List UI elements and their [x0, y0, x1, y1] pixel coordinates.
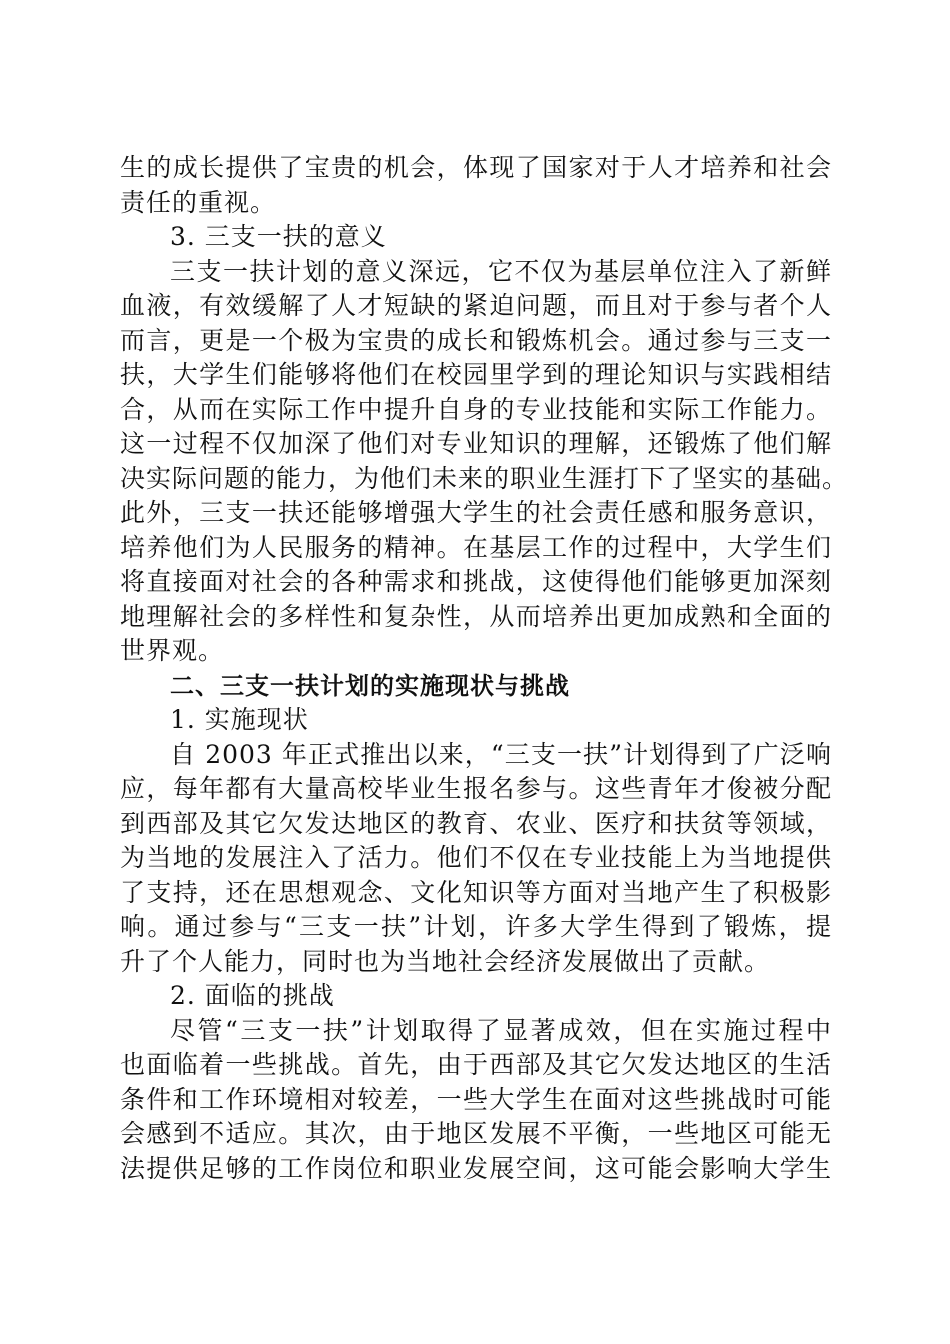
text-line: 而言，更是一个极为宝贵的成长和锻炼机会。通过参与三支一: [120, 325, 832, 355]
text-line: 三支一扶计划的意义深远，它不仅为基层单位注入了新鲜: [170, 256, 832, 286]
text-line: 也面临着一些挑战。首先，由于西部及其它欠发达地区的生活: [120, 1050, 832, 1079]
chapter-heading-status-and-challenges: 二、三支一扶计划的实施现状与挑战: [170, 671, 570, 700]
text-line: 到西部及其它欠发达地区的教育、农业、医疗和扶贫等领域，: [120, 808, 832, 838]
text-line: 将直接面对社会的各种需求和挑战，这使得他们能够更加深刻: [120, 567, 832, 596]
section-heading-challenges: 2. 面临的挑战: [170, 981, 335, 1010]
text-line: 为当地的发展注入了活力。他们不仅在专业技能上为当地提供: [120, 843, 832, 872]
text-line: 自 2003 年正式推出以来，“三支一扶”计划得到了广泛响: [170, 739, 832, 769]
paragraph-continuation: [120, 151, 832, 220]
text-line: 这一过程不仅加深了他们对专业知识的理解，还锻炼了他们解: [120, 429, 832, 458]
text-line: 扶，大学生们能够将他们在校园里学到的理论知识与实践相结: [120, 360, 832, 389]
paragraph-status: [120, 738, 832, 980]
text-line: 应，每年都有大量高校毕业生报名参与。这些青年才俊被分配: [120, 774, 832, 803]
text-line: 升了个人能力，同时也为当地社会经济发展做出了贡献。: [120, 946, 771, 976]
paragraph-challenges: [120, 1014, 832, 1187]
document-page: [120, 151, 849, 1186]
text-line: 地理解社会的多样性和复杂性，从而培养出更加成熟和全面的: [120, 601, 832, 631]
text-line: 合，从而在实际工作中提升自身的专业技能和实际工作能力。: [120, 394, 832, 424]
text-line: 法提供足够的工作岗位和职业发展空间，这可能会影响大学生: [120, 1153, 832, 1183]
text-line: 决实际问题的能力，为他们未来的职业生涯打下了坚实的基础。: [120, 463, 849, 493]
paragraph-significance: [120, 255, 849, 669]
text-line: 责任的重视。: [120, 187, 277, 217]
text-line: 培养他们为人民服务的精神。在基层工作的过程中，大学生们: [120, 532, 832, 562]
section-heading-significance: 3. 三支一扶的意义: [170, 222, 387, 251]
text-line: 此外，三支一扶还能够增强大学生的社会责任感和服务意识，: [120, 498, 832, 527]
text-line: 会感到不适应。其次，由于地区发展不平衡，一些地区可能无: [120, 1119, 832, 1148]
text-line: 响。通过参与“三支一扶”计划，许多大学生得到了锻炼，提: [120, 912, 832, 941]
text-line: 条件和工作环境相对较差，一些大学生在面对这些挑战时可能: [120, 1084, 832, 1114]
section-heading-status: 1. 实施现状: [170, 705, 309, 734]
text-line: 尽管“三支一扶”计划取得了显著成效，但在实施过程中: [170, 1015, 832, 1045]
text-line: 世界观。: [120, 636, 225, 665]
text-line: 生的成长提供了宝贵的机会，体现了国家对于人才培养和社会: [120, 153, 832, 182]
text-line: 血液，有效缓解了人才短缺的紧迫问题，而且对于参与者个人: [120, 291, 832, 320]
text-line: 了支持，还在思想观念、文化知识等方面对当地产生了积极影: [120, 877, 832, 907]
